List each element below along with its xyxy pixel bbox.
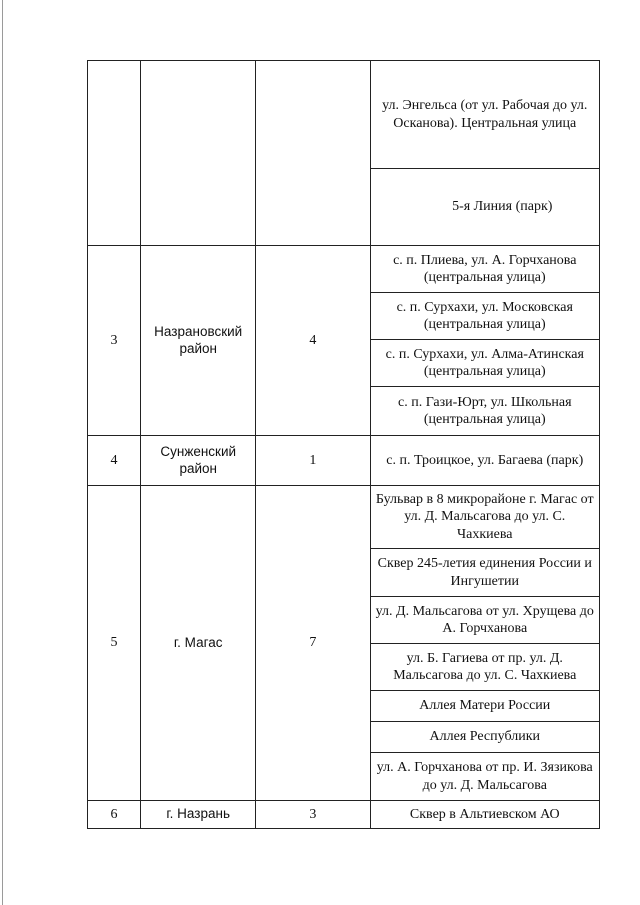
place-cell: ул. А. Горчханова от пр. И. Зязикова до ул. Д. Мальсагова — [370, 753, 599, 801]
place-cell: с. п. Гази-Юрт, ул. Школьная (центральная улица) — [370, 387, 599, 436]
row-number-cell: 6 — [88, 801, 141, 829]
place-cell: с. п. Плиева, ул. А. Горчханова (центральная улица) — [370, 246, 599, 293]
row-number-cell: 3 — [88, 246, 141, 436]
place-cell: 5-я Линия (парк) — [370, 169, 599, 246]
count-cell: 1 — [256, 436, 370, 486]
district-cell — [141, 61, 256, 246]
place-cell: ул. Д. Мальсагова от ул. Хрущева до А. Горчханова — [370, 597, 599, 644]
place-cell: с. п. Сурхахи, ул. Алма-Атинская (центральная улица) — [370, 340, 599, 387]
place-cell: Сквер 245-летия единения России и Ингушетии — [370, 549, 599, 597]
place-cell: Аллея Матери России — [370, 691, 599, 722]
locations-table — [87, 60, 600, 829]
district-cell: г. Магас — [141, 486, 256, 801]
scan-edge-line — [2, 0, 3, 905]
table-row — [88, 246, 600, 293]
table-row — [88, 436, 600, 486]
district-cell: Назрановский район — [141, 246, 256, 436]
place-cell: Бульвар в 8 микрорайоне г. Магас от ул. Д. Мальсагова до ул. С. Чахкиева — [370, 486, 599, 549]
table-row — [88, 486, 600, 549]
count-cell: 4 — [256, 246, 370, 436]
place-cell: с. п. Троицкое, ул. Багаева (парк) — [370, 436, 599, 486]
count-cell — [256, 61, 370, 246]
place-cell: с. п. Сурхахи, ул. Московская (центральная улица) — [370, 293, 599, 340]
row-number-cell: 5 — [88, 486, 141, 801]
place-cell: Аллея Республики — [370, 722, 599, 753]
table-row — [88, 801, 600, 829]
count-cell: 7 — [256, 486, 370, 801]
district-cell: Сунженский район — [141, 436, 256, 486]
table-row — [88, 61, 600, 169]
place-cell: ул. Энгельса (от ул. Рабочая до ул. Осканова). Центральная улица — [370, 61, 599, 169]
place-cell: ул. Б. Гагиева от пр. ул. Д. Мальсагова до ул. С. Чахкиева — [370, 644, 599, 691]
place-cell: Сквер в Альтиевском АО — [370, 801, 599, 829]
district-cell: г. Назрань — [141, 801, 256, 829]
row-number-cell — [88, 61, 141, 246]
count-cell: 3 — [256, 801, 370, 829]
row-number-cell: 4 — [88, 436, 141, 486]
